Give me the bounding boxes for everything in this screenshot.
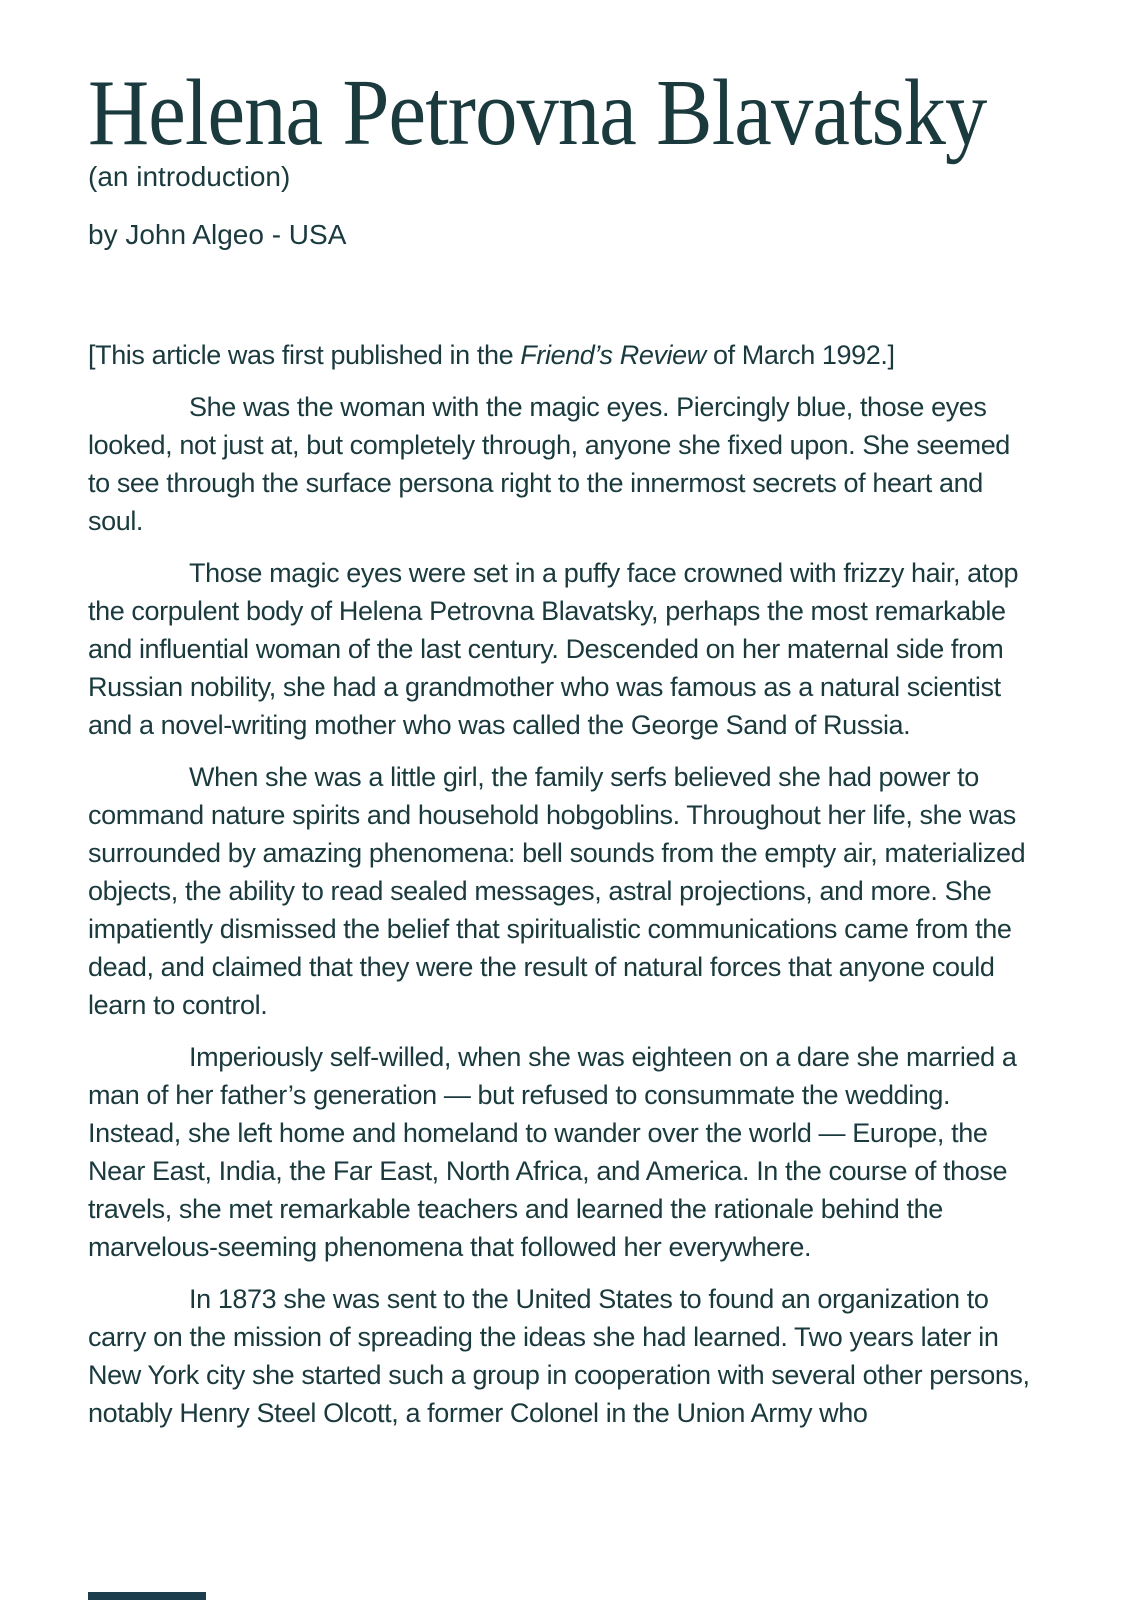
- article-content: [88, 0, 1038, 1446]
- paragraph-childhood: When she was a little girl, the family serfs believed she had power to command nature spirits and household hobgoblins. Throughout her life, she was surrounded by amazing phenomena: bell sounds from the empty air, materialized objects, the ability to read sealed messages, astral projections, and more. She impatiently dismissed the belief that spiritualistic communications came from the dead, and claimed that they were the result of natural forces that anyone could learn to control.: [88, 762, 1026, 1020]
- publication-note-journal: Friend’s Review: [520, 340, 706, 370]
- publication-note: [88, 336, 1038, 374]
- page-title: Helena Petrovna Blavatsky: [88, 61, 987, 165]
- publication-note-suffix: of March 1992.]: [705, 340, 895, 370]
- paragraph-magic-eyes: She was the woman with the magic eyes. Piercingly blue, those eyes looked, not just at, but completely through, anyone she fixed upon. She seemed to see through the surface persona right to the innermost secrets of heart and soul.: [88, 392, 1010, 536]
- page-subtitle: (an introduction): [88, 161, 291, 192]
- paragraph-marriage-travels: Imperiously self-willed, when she was eighteen on a dare she married a man of her father’s generation — but refused to consummate the wedding. Instead, she left home and homeland to wander over the world — Europe, the Near East, India, the Far East, North Africa, and America. In the course of those travels, she met remarkable teachers and learned the rationale behind the marvelous-seeming phenomena that followed her everywhere.: [88, 1042, 1017, 1262]
- next-section-fragment: [88, 1592, 206, 1600]
- paragraph-united-states: In 1873 she was sent to the United States to found an organization to carry on the mission of spreading the ideas she had learned. Two years later in New York city she started such a group in cooperation with several other persons, notably Henry Steel Olcott, a former Colonel in the Union Army who: [88, 1284, 1030, 1428]
- article-body: [88, 336, 1038, 1432]
- author-byline: by John Algeo - USA: [88, 219, 347, 250]
- paragraph-descent: Those magic eyes were set in a puffy face crowned with frizzy hair, atop the corpulent body of Helena Petrovna Blavatsky, perhaps the most remarkable and influential woman of the last century. Descended on her maternal side from Russian nobility, she had a grandmother who was famous as a natural scientist and a novel-writing mother who was called the George Sand of Russia.: [88, 558, 1019, 740]
- publication-note-prefix: [This article was first published in the: [88, 340, 521, 370]
